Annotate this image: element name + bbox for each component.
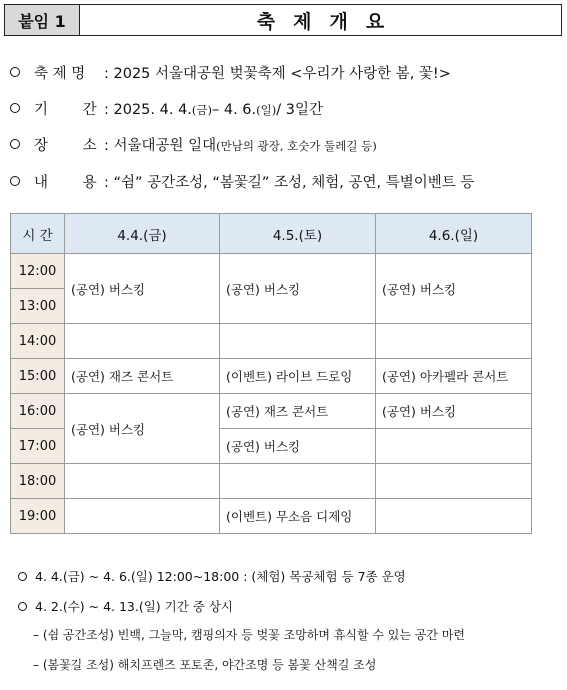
table-row [11,464,532,499]
time-cell: 16:00 [11,394,65,429]
schedule-table [10,213,532,534]
info-value-end: – 4. 6. [212,102,257,118]
info-value: 서울대공원 일대 [113,138,217,154]
note-experience [18,567,406,585]
colon: : [104,175,114,191]
attachment-badge: 붙임 1 [5,5,80,35]
info-contents [10,171,474,192]
table-row [11,394,532,429]
table-row [11,359,532,394]
note-text: 4. 2.(수) ~ 4. 13.(일) 기간 중 상시 [35,599,233,614]
table-row [11,254,532,289]
event-cell [220,464,376,499]
info-value: “쉼” 공간조성, “봄꽃길” 조성, 체험, 공연, 특별이벤트 등 [113,175,475,191]
info-value-duration: / 3일간 [276,102,323,118]
column-header-day3: 4.6.(일) [376,214,532,254]
attachment-header [4,4,562,36]
subnote-rest-space: – (쉼 공간조성) 빈백, 그늘막, 캠핑의자 등 벚꽃 조망하며 휴식할 수 있는 공간 마련 [33,628,465,642]
table-row [11,324,532,359]
circle-bullet-icon [10,176,20,186]
table-row [11,499,532,534]
event-cell [376,324,532,359]
event-cell [220,324,376,359]
info-label: 내 용 [34,175,97,191]
event-cell: (공연) 아카펠라 콘서트 [376,359,532,394]
circle-bullet-icon [18,572,27,581]
circle-bullet-icon [10,67,20,77]
info-value: 2025 서울대공원 벚꽃축제 <우리가 사랑한 봄, 꽃!> [113,66,451,82]
event-cell [376,499,532,534]
info-value-start-day: (금) [191,103,212,117]
column-header-day2: 4.5.(토) [220,214,376,254]
time-cell: 17:00 [11,429,65,464]
event-cell: (공연) 버스킹 [376,394,532,429]
time-cell: 15:00 [11,359,65,394]
subnote-flower-road: – (봄꽃길 조성) 해치프렌즈 포토존, 야간조명 등 봄꽃 산책길 조성 [33,658,377,672]
event-cell: (이벤트) 라이브 드로잉 [220,359,376,394]
time-cell: 12:00 [11,254,65,289]
info-value-start: 2025. 4. 4. [113,102,192,118]
column-header-day1: 4.4.(금) [65,214,220,254]
event-cell [376,429,532,464]
info-label: 장 소 [34,138,97,154]
time-cell: 19:00 [11,499,65,534]
event-cell: (공연) 버스킹 [65,254,220,324]
event-cell: (공연) 버스킹 [220,254,376,324]
event-cell: (공연) 버스킹 [376,254,532,324]
info-label: 기 간 [34,102,97,118]
event-cell: (공연) 버스킹 [65,394,220,464]
note-text: 4. 4.(금) ~ 4. 6.(일) 12:00~18:00 : (체험) 목공체험 등 7종 운영 [35,569,406,584]
note-always [18,597,233,615]
info-value-detail: (만남의 광장, 호숫가 둘레길 등) [216,139,377,153]
circle-bullet-icon [18,602,27,611]
event-cell: (공연) 재즈 콘서트 [65,359,220,394]
event-cell [65,324,220,359]
event-cell [65,499,220,534]
circle-bullet-icon [10,139,20,149]
time-cell: 13:00 [11,289,65,324]
event-cell [65,464,220,499]
info-location [10,134,377,155]
info-label: 축 제 명 [34,66,86,82]
time-cell: 18:00 [11,464,65,499]
event-cell: (이벤트) 무소음 디제잉 [220,499,376,534]
event-cell [376,464,532,499]
column-header-time: 시 간 [11,214,65,254]
info-period [10,98,323,119]
event-cell: (공연) 재즈 콘서트 [220,394,376,429]
page-title: 축제개요 [256,10,403,33]
event-cell: (공연) 버스킹 [220,429,376,464]
time-cell: 14:00 [11,324,65,359]
circle-bullet-icon [10,103,20,113]
colon: : [104,138,114,154]
colon: : [104,102,114,118]
table-header-row [11,214,532,254]
info-value-end-day: (일) [256,103,277,117]
info-festival-name [10,62,451,83]
colon: : [104,66,114,82]
